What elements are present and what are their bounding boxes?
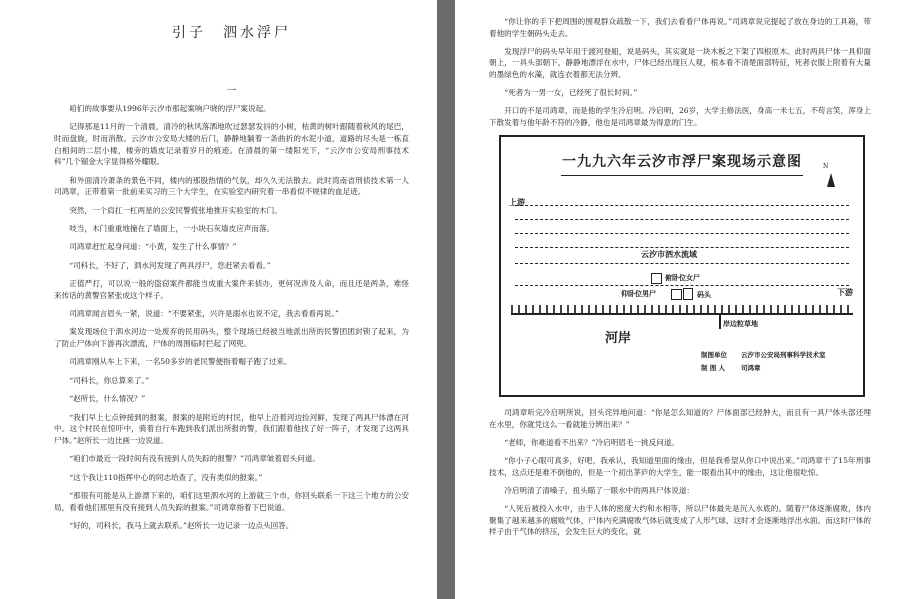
- body-paragraph: 开口的不是司鸿章，而是他的学生冷启明。冷启明，26岁，大学主修法医，身高一米七五，不苟言笑，浑身上下散发着与他年龄不符的冷静，他也是司鸿章最为得意的门生。: [489, 106, 871, 127]
- compass-icon: [821, 165, 837, 195]
- body-paragraph: “你让你的手下把周围的围观群众疏散一下，我们去看看尸体再说。”司鸿章说完提起了放在身边的工具箱，带着他的学生朝码头走去。: [489, 17, 871, 38]
- water-line-3: [515, 233, 849, 234]
- downstream-label: 下游: [837, 287, 853, 298]
- body-paragraph: “司科长，不好了，泗水河发现了两具浮尸，您赶紧去看看。”: [69, 260, 271, 270]
- stake-pointer: [719, 315, 721, 329]
- credit-maker-key: 制图单位: [701, 351, 727, 360]
- credit-person-value: 司鸿章: [741, 364, 761, 373]
- body-paragraph: “赵所长，什么情况？”: [69, 394, 146, 404]
- stake-label: 岸边粒草地: [723, 319, 758, 329]
- dock-marker: [683, 288, 693, 300]
- compass-label: N: [823, 163, 829, 171]
- dock-label: 码头: [697, 290, 711, 300]
- body-paragraph: 司鸿章闻言眉头一紧，说道：“不要紧张，兴许是溺水也说不定，我去看看再说。”: [69, 309, 339, 319]
- bank-line: [511, 313, 853, 315]
- body-paragraph: 冷启明清了清嗓子，扭头瞄了一眼水中的两具尸体说道：: [504, 485, 695, 495]
- body-paragraph: 正值严打，可以说一般的盗窃案件都能当成重大案件来侦办，更何况涉及人命，而且还是两条，难怪来传话的黄警官紧张成这个样子。: [54, 279, 409, 300]
- credit-maker-value: 云汐市公安局刑事科学技术室: [741, 351, 826, 360]
- body-paragraph: 司鸿章听完冷启明所说，回头诧异地问道：“你是怎么知道的？尸体面部已经肿大，而且有一具尸体头部还埋在水里，你就凭这么一看就能分辨出来？”: [489, 408, 871, 429]
- body-paragraph: 司鸿章赶忙起身问道：“小黄，发生了什么事情？”: [69, 242, 237, 252]
- body-paragraph: “人死后被投入水中，由于人体的密度大约和水相等，所以尸体最先是沉入水底的。随着尸体逐渐腐败，体内聚集了越来越多的腐败气体，尸体内充满腐败气体后就变成了人形气球，这时才会逐渐地浮出水面。而这时尸体的样子由于气体的挤压，会发生巨大的变化，就: [489, 504, 871, 537]
- body-paragraph: 案发现场位于泗水河边一处废弃的民用码头，整个现场已经被当地派出所的民警团团封锁了起来，为了防止尸体向下游再次漂流，尸体的周围临时拦起了网兜。: [54, 327, 409, 349]
- left-body-text: [54, 103, 409, 532]
- diagram-credits: [701, 349, 826, 375]
- water-line-5: [515, 263, 849, 264]
- body-paragraph: 咱们的故事要从1996年云汐市那起案响户晓的浮尸案说起。: [69, 104, 271, 113]
- chapter-title: 引子 泗水浮尸: [172, 25, 291, 41]
- body-paragraph: “这个我让110指挥中心的同志给查了，没有类似的报案。”: [69, 472, 263, 482]
- body-paragraph: “那很有可能是从上游漂下来的，咱们这里泗水河的上游就三个市，你回头联系一下这三个地方的公安局，看看他们那里有没有接到人员失踪的报案。”司鸿章指着下巴说道。: [54, 491, 409, 512]
- body-paragraph: 发现浮尸的码头早年用于渡河登船，说是码头，其实就是一块木板之下架了四根原木。此时两具尸体一具仰面朝上，一具头部朝下，静静地漂浮在水中，尸体已经出现巨人观，根本看不清楚面部特征，死者衣服上附着有大量的墨绿色的水藻，就连衣着都无法分辨。: [489, 46, 871, 79]
- male-body-marker: [671, 289, 682, 300]
- shore-label: 河岸: [605, 331, 632, 347]
- body-paragraph: “死者为一男一女，已经死了很长时间。”: [504, 88, 638, 98]
- body-paragraph: 司鸿章刚从车上下来，一名50多岁的老民警便指着帽子跑了过来。: [69, 357, 292, 367]
- scene-diagram: [499, 135, 865, 397]
- section-mark: 一: [226, 86, 237, 97]
- water-line-4: [515, 247, 849, 248]
- right-body-text-bottom: [489, 407, 871, 538]
- water-line-6: [515, 285, 849, 286]
- title-underline: [561, 175, 803, 176]
- diagram-title: 一九九六年云汐市浮尸案现场示意图: [562, 154, 802, 171]
- page-gutter: [437, 0, 455, 599]
- credit-person-key: 制 图 人: [701, 364, 726, 373]
- female-body-label: 俯卧位女尸: [665, 273, 700, 283]
- upstream-label: 上游: [509, 197, 525, 208]
- water-line-1: [515, 205, 849, 206]
- body-paragraph: 和外面清冷萧条的景色不同，楼内的那股热情的气氛，却久久无法散去。此时湾南省刑侦技术第一人司鸿章，正带着第一批前来实习的三个大学生，在实验室内研究着一串看似不规律的血足迹。: [54, 175, 409, 197]
- body-paragraph: “咱们市最近一段时间有没有接到人员失踪的报警？”司鸿章皱着眉头问道。: [69, 454, 320, 464]
- left-page: [0, 0, 437, 599]
- water-line-2: [515, 219, 849, 220]
- body-paragraph: “你小子心眼可真多，好吧，我承认，我知道里面的缘由，但是我希望从你口中说出来。”司鸿章干了15年刑事技术，这点还是难不倒他的，但是一个初出茅庐的大学生，能一眼看出其中的缘由，这让他很吃惊。: [489, 456, 871, 477]
- body-paragraph: 记得那是11月的一个清晨，清冷的秋风落洒地吹过瑟瑟发抖的小树，枯黄的树叶跟随着秋风的尾巴，时而盘旋，时而消散。云汐市公安局大楼的后门，静静地躺着一条曲折的水泥小道，道路的尽头是一栋直白相间的二层小楼，楼旁的墙皮记录着岁月的痕迹。在清晨的第一缕阳光下，“云汐市公安局刑事技术科”几个镏金大字显得格外耀眼。: [54, 122, 409, 167]
- female-body-marker: [651, 273, 662, 284]
- body-paragraph: 吱当，木门重重地撞在了墙面上，一小块石灰墙皮应声而落。: [69, 223, 275, 233]
- body-paragraph: “好的，司科长，我马上就去联系。”赵所长一边记录一边点头回答。: [69, 520, 294, 530]
- right-body-text-top: [489, 16, 871, 129]
- male-body-label: 仰卧位男尸: [621, 289, 656, 299]
- river-label: 云汐市泗水流域: [641, 249, 697, 260]
- north-arrow-icon: [827, 173, 835, 187]
- body-paragraph: 突然，一个肩扛一杠两星的公安民警慌张地推开实验室的木门。: [69, 205, 282, 215]
- right-page: [455, 0, 897, 599]
- body-paragraph: “司科长，你总算来了。”: [69, 375, 150, 385]
- body-paragraph: “老师，你难道看不出来？”冷启明眉毛一挑反问道。: [504, 437, 680, 447]
- body-paragraph: “我们早上七点钟接到的报案，报案的是附近的村民，他早上沿着河边捡河鲜，发现了两具尸体漂在河中。这个村民在惊吓中，骑着自行车跑到我们派出所报的警，我们跟着他找了好一阵子，才发现了这两具尸体。”赵所长一边比画一边说道。: [54, 412, 409, 445]
